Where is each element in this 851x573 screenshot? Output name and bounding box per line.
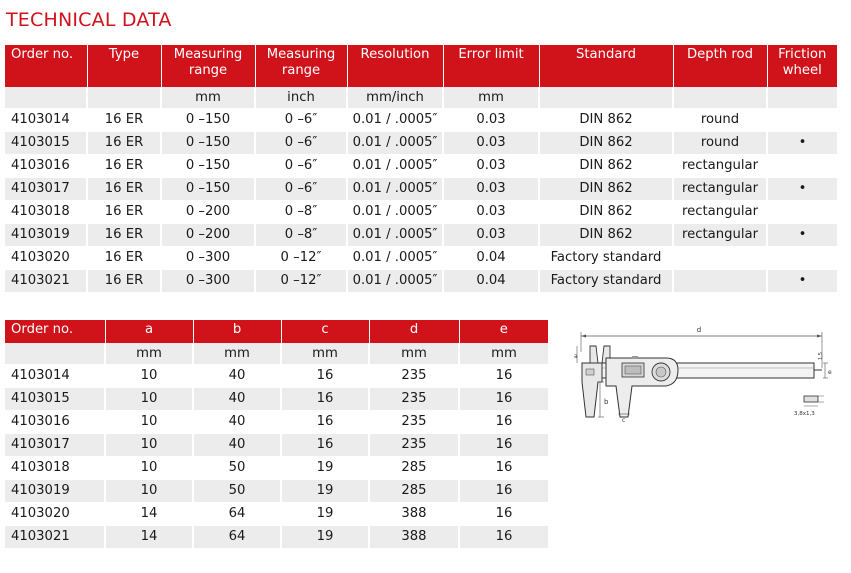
label-c: c xyxy=(622,417,626,424)
table-cell: • xyxy=(767,132,837,155)
label-rod-section: 3,8x1,3 xyxy=(794,411,815,417)
table-row xyxy=(5,457,548,480)
table-cell: 0.01 / .0005″ xyxy=(347,178,443,201)
table-cell: 0 –200 xyxy=(161,201,255,224)
table-cell: 0.01 / .0005″ xyxy=(347,201,443,224)
table-row xyxy=(5,155,837,178)
table-cell: 0 –150 xyxy=(161,155,255,178)
table-cell: 10 xyxy=(105,388,193,411)
table-cell: 16 ER xyxy=(87,270,161,293)
table-cell: DIN 862 xyxy=(539,224,673,247)
table-cell: 19 xyxy=(281,457,369,480)
header-cell: Friction wheel xyxy=(767,45,837,87)
unit-cell: mm xyxy=(459,343,548,365)
table-cell: 16 xyxy=(459,480,548,503)
table-cell: 16 ER xyxy=(87,224,161,247)
table-cell: 4103020 xyxy=(5,503,105,526)
table-cell: 4103016 xyxy=(5,411,105,434)
table-cell: • xyxy=(767,178,837,201)
table-cell: 4103014 xyxy=(5,365,105,388)
units-row xyxy=(5,87,837,109)
table-cell: 16 xyxy=(281,365,369,388)
table-cell: 10 xyxy=(105,480,193,503)
unit-cell: mm xyxy=(161,87,255,109)
table-cell xyxy=(767,247,837,270)
table-cell: 0.03 xyxy=(443,155,539,178)
unit-cell: mm xyxy=(105,343,193,365)
table-row xyxy=(5,388,548,411)
label-b: b xyxy=(604,398,609,406)
table-cell: 16 xyxy=(459,434,548,457)
table-cell: 0 –300 xyxy=(161,247,255,270)
table-cell: 16 ER xyxy=(87,132,161,155)
table-row xyxy=(5,132,837,155)
table-cell: 0 –6″ xyxy=(255,109,347,132)
unit-cell: mm/inch xyxy=(347,87,443,109)
table-cell: 0.01 / .0005″ xyxy=(347,155,443,178)
header-cell: a xyxy=(105,320,193,343)
table-cell: 0.01 / .0005″ xyxy=(347,132,443,155)
table-cell: 0 –8″ xyxy=(255,224,347,247)
unit-cell: mm xyxy=(369,343,459,365)
table-cell: 16 xyxy=(459,503,548,526)
table-cell: 0 –150 xyxy=(161,132,255,155)
header-cell: Order no. xyxy=(5,45,87,87)
table-row xyxy=(5,503,548,526)
table-cell: 4103017 xyxy=(5,178,87,201)
unit-cell: mm xyxy=(281,343,369,365)
header-cell: Resolution xyxy=(347,45,443,87)
header-cell: Depth rod xyxy=(673,45,767,87)
table-row xyxy=(5,526,548,549)
table-cell: 0 –300 xyxy=(161,270,255,293)
table-cell: Factory standard xyxy=(539,270,673,293)
table-cell: 16 ER xyxy=(87,155,161,178)
header-cell: Measuring range xyxy=(255,45,347,87)
table-cell: DIN 862 xyxy=(539,201,673,224)
table-cell: DIN 862 xyxy=(539,178,673,201)
table-cell: 16 xyxy=(281,411,369,434)
table-header-row xyxy=(5,320,548,343)
table-cell: 0 –6″ xyxy=(255,178,347,201)
table-cell: 16 ER xyxy=(87,109,161,132)
table-cell: 14 xyxy=(105,526,193,549)
table-cell: 50 xyxy=(193,480,281,503)
table-cell xyxy=(767,155,837,178)
table-cell: 0 –150 xyxy=(161,109,255,132)
table-cell: 40 xyxy=(193,388,281,411)
table-cell: 10 xyxy=(105,434,193,457)
table-cell: 10 xyxy=(105,411,193,434)
table-cell xyxy=(673,270,767,293)
table-cell: 64 xyxy=(193,503,281,526)
table-row xyxy=(5,270,837,293)
unit-cell xyxy=(539,87,673,109)
header-cell: c xyxy=(281,320,369,343)
table-row xyxy=(5,434,548,457)
table-cell: 4103020 xyxy=(5,247,87,270)
table-cell: 0 –8″ xyxy=(255,201,347,224)
table-cell: 235 xyxy=(369,411,459,434)
table-cell: 0 –150 xyxy=(161,178,255,201)
table-cell: 388 xyxy=(369,526,459,549)
label-e: e xyxy=(828,369,832,376)
table-cell: 19 xyxy=(281,503,369,526)
table-header-row xyxy=(5,45,837,87)
table-cell: 4103015 xyxy=(5,388,105,411)
header-cell: b xyxy=(193,320,281,343)
unit-cell xyxy=(673,87,767,109)
caliper-dimension-drawing xyxy=(572,322,834,424)
table-cell: round xyxy=(673,132,767,155)
unit-cell: inch xyxy=(255,87,347,109)
label-thickness: 1,5 xyxy=(818,352,824,360)
table-cell: rectangular xyxy=(673,155,767,178)
table-cell: 4103015 xyxy=(5,132,87,155)
header-cell: Standard xyxy=(539,45,673,87)
table-row xyxy=(5,109,837,132)
page-title: TECHNICAL DATA xyxy=(6,9,172,31)
table-cell: 388 xyxy=(369,503,459,526)
table-cell: 0 –6″ xyxy=(255,155,347,178)
table-cell: 10 xyxy=(105,457,193,480)
table-cell: round xyxy=(673,109,767,132)
table-row xyxy=(5,201,837,224)
table-cell: 16 xyxy=(459,388,548,411)
unit-cell xyxy=(5,87,87,109)
table-cell: 235 xyxy=(369,365,459,388)
technical-data-table xyxy=(5,45,837,293)
table-cell: 16 ER xyxy=(87,247,161,270)
header-cell: Type xyxy=(87,45,161,87)
table-cell: 16 xyxy=(459,457,548,480)
table-cell: 16 xyxy=(459,411,548,434)
table-cell: 235 xyxy=(369,388,459,411)
table-cell: 0.03 xyxy=(443,178,539,201)
unit-cell xyxy=(767,87,837,109)
table-cell: 0.03 xyxy=(443,132,539,155)
table-cell: 16 xyxy=(281,388,369,411)
table-cell: DIN 862 xyxy=(539,109,673,132)
table-cell: 0 –12″ xyxy=(255,270,347,293)
table-cell: 0.01 / .0005″ xyxy=(347,247,443,270)
table-cell: 40 xyxy=(193,434,281,457)
table-cell: 0 –12″ xyxy=(255,247,347,270)
table-cell: 16 ER xyxy=(87,178,161,201)
table-cell: 19 xyxy=(281,480,369,503)
table-cell: 16 xyxy=(281,434,369,457)
unit-cell xyxy=(5,343,105,365)
table-cell: 285 xyxy=(369,480,459,503)
table-row xyxy=(5,178,837,201)
table-row xyxy=(5,365,548,388)
unit-cell xyxy=(87,87,161,109)
table-cell: 19 xyxy=(281,526,369,549)
table-cell: DIN 862 xyxy=(539,155,673,178)
table-cell: 4103019 xyxy=(5,224,87,247)
table-cell: DIN 862 xyxy=(539,132,673,155)
header-cell: e xyxy=(459,320,548,343)
table-cell: 64 xyxy=(193,526,281,549)
table-cell: 0.01 / .0005″ xyxy=(347,224,443,247)
table-cell: 285 xyxy=(369,457,459,480)
table-cell: rectangular xyxy=(673,201,767,224)
table-cell: • xyxy=(767,224,837,247)
table-cell: 0.01 / .0005″ xyxy=(347,270,443,293)
table-cell xyxy=(767,201,837,224)
table-row xyxy=(5,224,837,247)
header-cell: Measuring range xyxy=(161,45,255,87)
table-row xyxy=(5,480,548,503)
table-cell: 0 –6″ xyxy=(255,132,347,155)
dimensions-table xyxy=(5,320,548,549)
table-cell: 4103014 xyxy=(5,109,87,132)
table-cell: 16 xyxy=(459,526,548,549)
table-cell: 4103016 xyxy=(5,155,87,178)
table-cell: 10 xyxy=(105,365,193,388)
table-cell: 0.01 / .0005″ xyxy=(347,109,443,132)
table-cell: rectangular xyxy=(673,224,767,247)
unit-cell: mm xyxy=(193,343,281,365)
label-a: a xyxy=(574,353,578,360)
table-cell: 4103018 xyxy=(5,201,87,224)
label-d: d xyxy=(696,326,702,334)
table-cell: 16 ER xyxy=(87,201,161,224)
table-cell: 0.03 xyxy=(443,109,539,132)
table-cell: 235 xyxy=(369,434,459,457)
table-cell: 16 xyxy=(459,365,548,388)
table-cell: 4103021 xyxy=(5,526,105,549)
table-cell: 50 xyxy=(193,457,281,480)
table-cell: 4103019 xyxy=(5,480,105,503)
table-cell: Factory standard xyxy=(539,247,673,270)
table-cell: • xyxy=(767,270,837,293)
table-cell: 40 xyxy=(193,411,281,434)
table-cell: 0.03 xyxy=(443,201,539,224)
table-cell: rectangular xyxy=(673,178,767,201)
header-cell: Error limit xyxy=(443,45,539,87)
header-cell: d xyxy=(369,320,459,343)
header-cell: Order no. xyxy=(5,320,105,343)
unit-cell: mm xyxy=(443,87,539,109)
table-cell: 0 –200 xyxy=(161,224,255,247)
table-cell xyxy=(767,109,837,132)
table-cell: 14 xyxy=(105,503,193,526)
table-cell: 4103018 xyxy=(5,457,105,480)
table-row xyxy=(5,411,548,434)
table-cell: 4103017 xyxy=(5,434,105,457)
table-cell: 0.03 xyxy=(443,224,539,247)
table-cell: 0.04 xyxy=(443,247,539,270)
table-cell: 4103021 xyxy=(5,270,87,293)
table-row xyxy=(5,247,837,270)
table-cell: 0.04 xyxy=(443,270,539,293)
table-cell xyxy=(673,247,767,270)
units-row xyxy=(5,343,548,365)
table-cell: 40 xyxy=(193,365,281,388)
